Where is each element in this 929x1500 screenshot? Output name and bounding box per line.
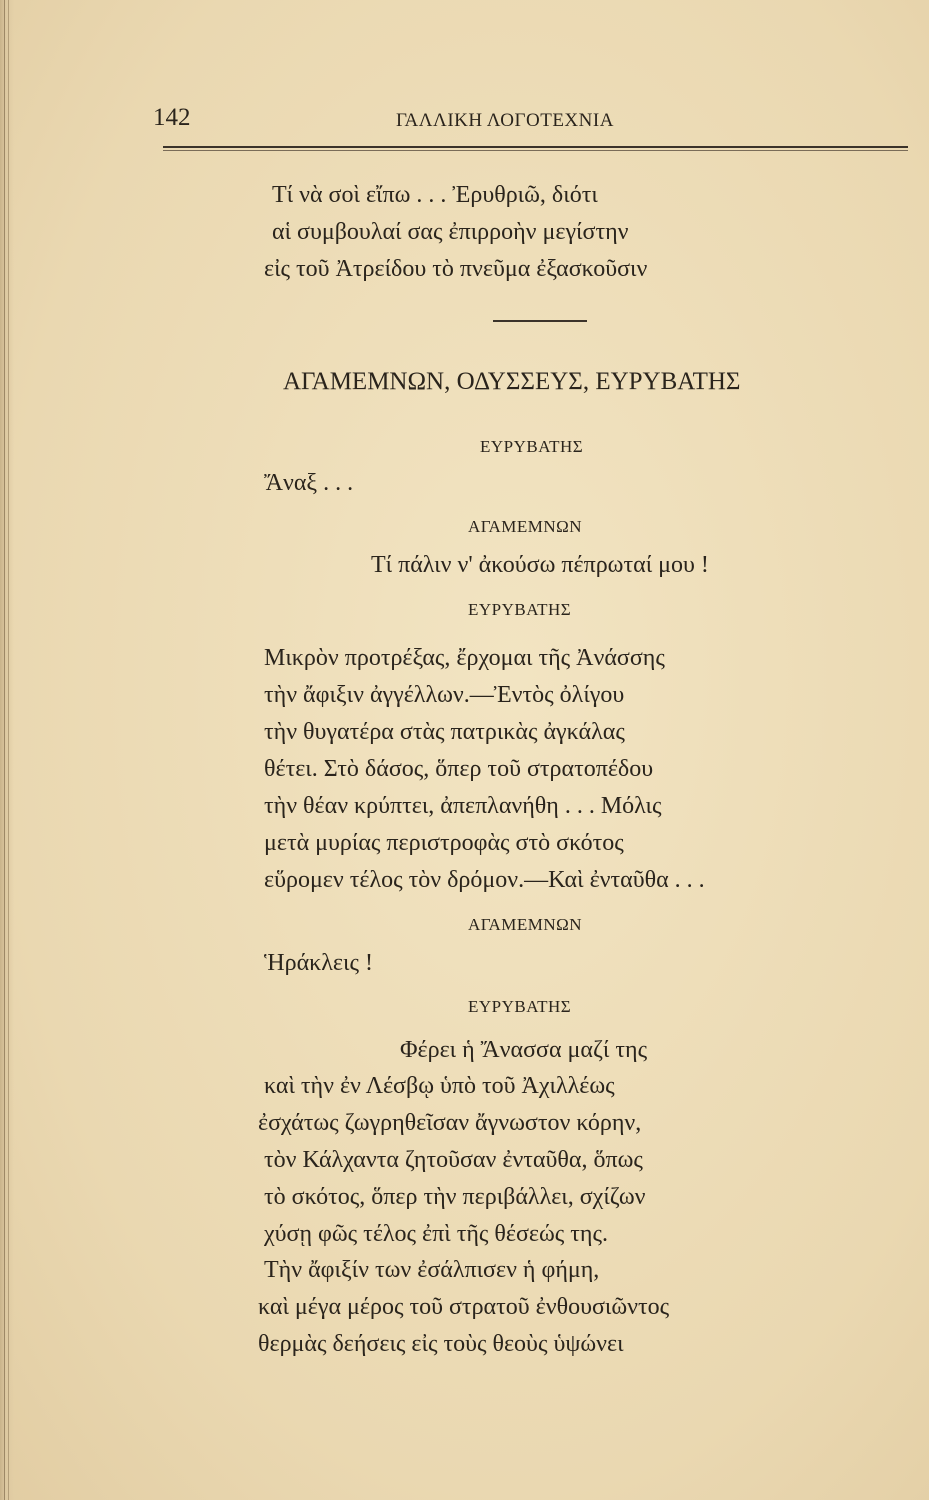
verse-line: τὸν Κάλχαντα ζητοῦσαν ἐνταῦθα, ὅπως bbox=[264, 1147, 643, 1173]
verse-line: μετὰ μυρίας περιστροφὰς στὸ σκότος bbox=[264, 830, 624, 856]
verse-line: θερμὰς δεήσεις εἰς τοὺς θεοὺς ὑψώνει bbox=[258, 1331, 624, 1357]
gutter-edge-line bbox=[8, 0, 9, 1500]
section-divider bbox=[493, 320, 587, 322]
verse-line: Τί νὰ σοὶ εἴπω . . . Ἐρυθριῶ, διότι bbox=[272, 182, 598, 208]
verse-line: Φέρει ἡ Ἄνασσα μαζί της bbox=[400, 1037, 648, 1063]
speaker-name: ΕΥΡΥΒΑΤΗΣ bbox=[468, 997, 572, 1016]
verse-line: θέτει. Στὸ δάσος, ὅπερ τοῦ στρατοπέδου bbox=[264, 756, 654, 782]
verse-line: αἱ συμβουλαί σας ἐπιρροὴν μεγίστην bbox=[272, 219, 629, 245]
verse-line: τὴν θυγατέρα στὰς πατρικὰς ἀγκάλας bbox=[264, 719, 625, 745]
verse-line: τὴν ἄφιξιν ἀγγέλλων.—Ἐντὸς ὀλίγου bbox=[264, 682, 625, 708]
verse-line: τὸ σκότος, ὅπερ τὴν περιβάλλει, σχίζων bbox=[264, 1184, 646, 1210]
speaker-name: ΕΥΡΥΒΑΤΗΣ bbox=[468, 600, 572, 619]
page-number: 142 bbox=[153, 104, 191, 131]
verse-line: Τὴν ἄφιξίν των ἐσάλπισεν ἡ φήμη, bbox=[264, 1257, 600, 1283]
verse-line: ἐσχάτως ζωγρηθεῖσαν ἄγνωστον κόρην, bbox=[258, 1110, 642, 1136]
verse-line: Μικρὸν προτρέξας, ἔρχομαι τῆς Ἀνάσσης bbox=[264, 645, 665, 671]
running-head: ΓΑΛΛΙΚΗ ΛΟΓΟΤΕΧΝΙΑ bbox=[396, 110, 614, 131]
verse-line: Ἄναξ . . . bbox=[264, 470, 354, 496]
verse-line: καὶ μέγα μέρος τοῦ στρατοῦ ἐνθουσιῶντος bbox=[258, 1294, 670, 1320]
binding-gutter bbox=[0, 0, 14, 1500]
speaker-name: ΑΓΑΜΕΜΝΩΝ bbox=[468, 517, 583, 536]
verse-line: Τί πάλιν ν' ἀκούσω πέπρωταί μου ! bbox=[371, 552, 709, 578]
speaker-name: ΑΓΑΜΕΜΝΩΝ bbox=[468, 915, 583, 934]
verse-line: τὴν θέαν κρύπτει, ἀπεπλανήθη . . . Μόλις bbox=[264, 793, 662, 819]
verse-line: εἰς τοῦ Ἀτρείδου τὸ πνεῦμα ἐξασκοῦσιν bbox=[264, 256, 648, 282]
gutter-edge-line bbox=[4, 0, 5, 1500]
verse-line: Ἡράκλεις ! bbox=[264, 950, 373, 976]
scene-heading: ΑΓΑΜΕΜΝΩΝ, ΟΔΥΣΣΕΥΣ, ΕΥΡΥΒΑΤΗΣ bbox=[283, 368, 741, 395]
verse-line: καὶ τὴν ἐν Λέσβῳ ὑπὸ τοῦ Ἀχιλλέως bbox=[264, 1073, 615, 1099]
verse-line: εὕρομεν τέλος τὸν δρόμον.—Καὶ ἐνταῦθα . . . bbox=[264, 867, 705, 893]
verse-line: χύσῃ φῶς τέλος ἐπὶ τῆς θέσεώς της. bbox=[264, 1221, 608, 1247]
header-rule-thin bbox=[163, 150, 908, 151]
speaker-name: ΕΥΡΥΒΑΤΗΣ bbox=[480, 437, 584, 456]
header-rule bbox=[163, 146, 908, 148]
